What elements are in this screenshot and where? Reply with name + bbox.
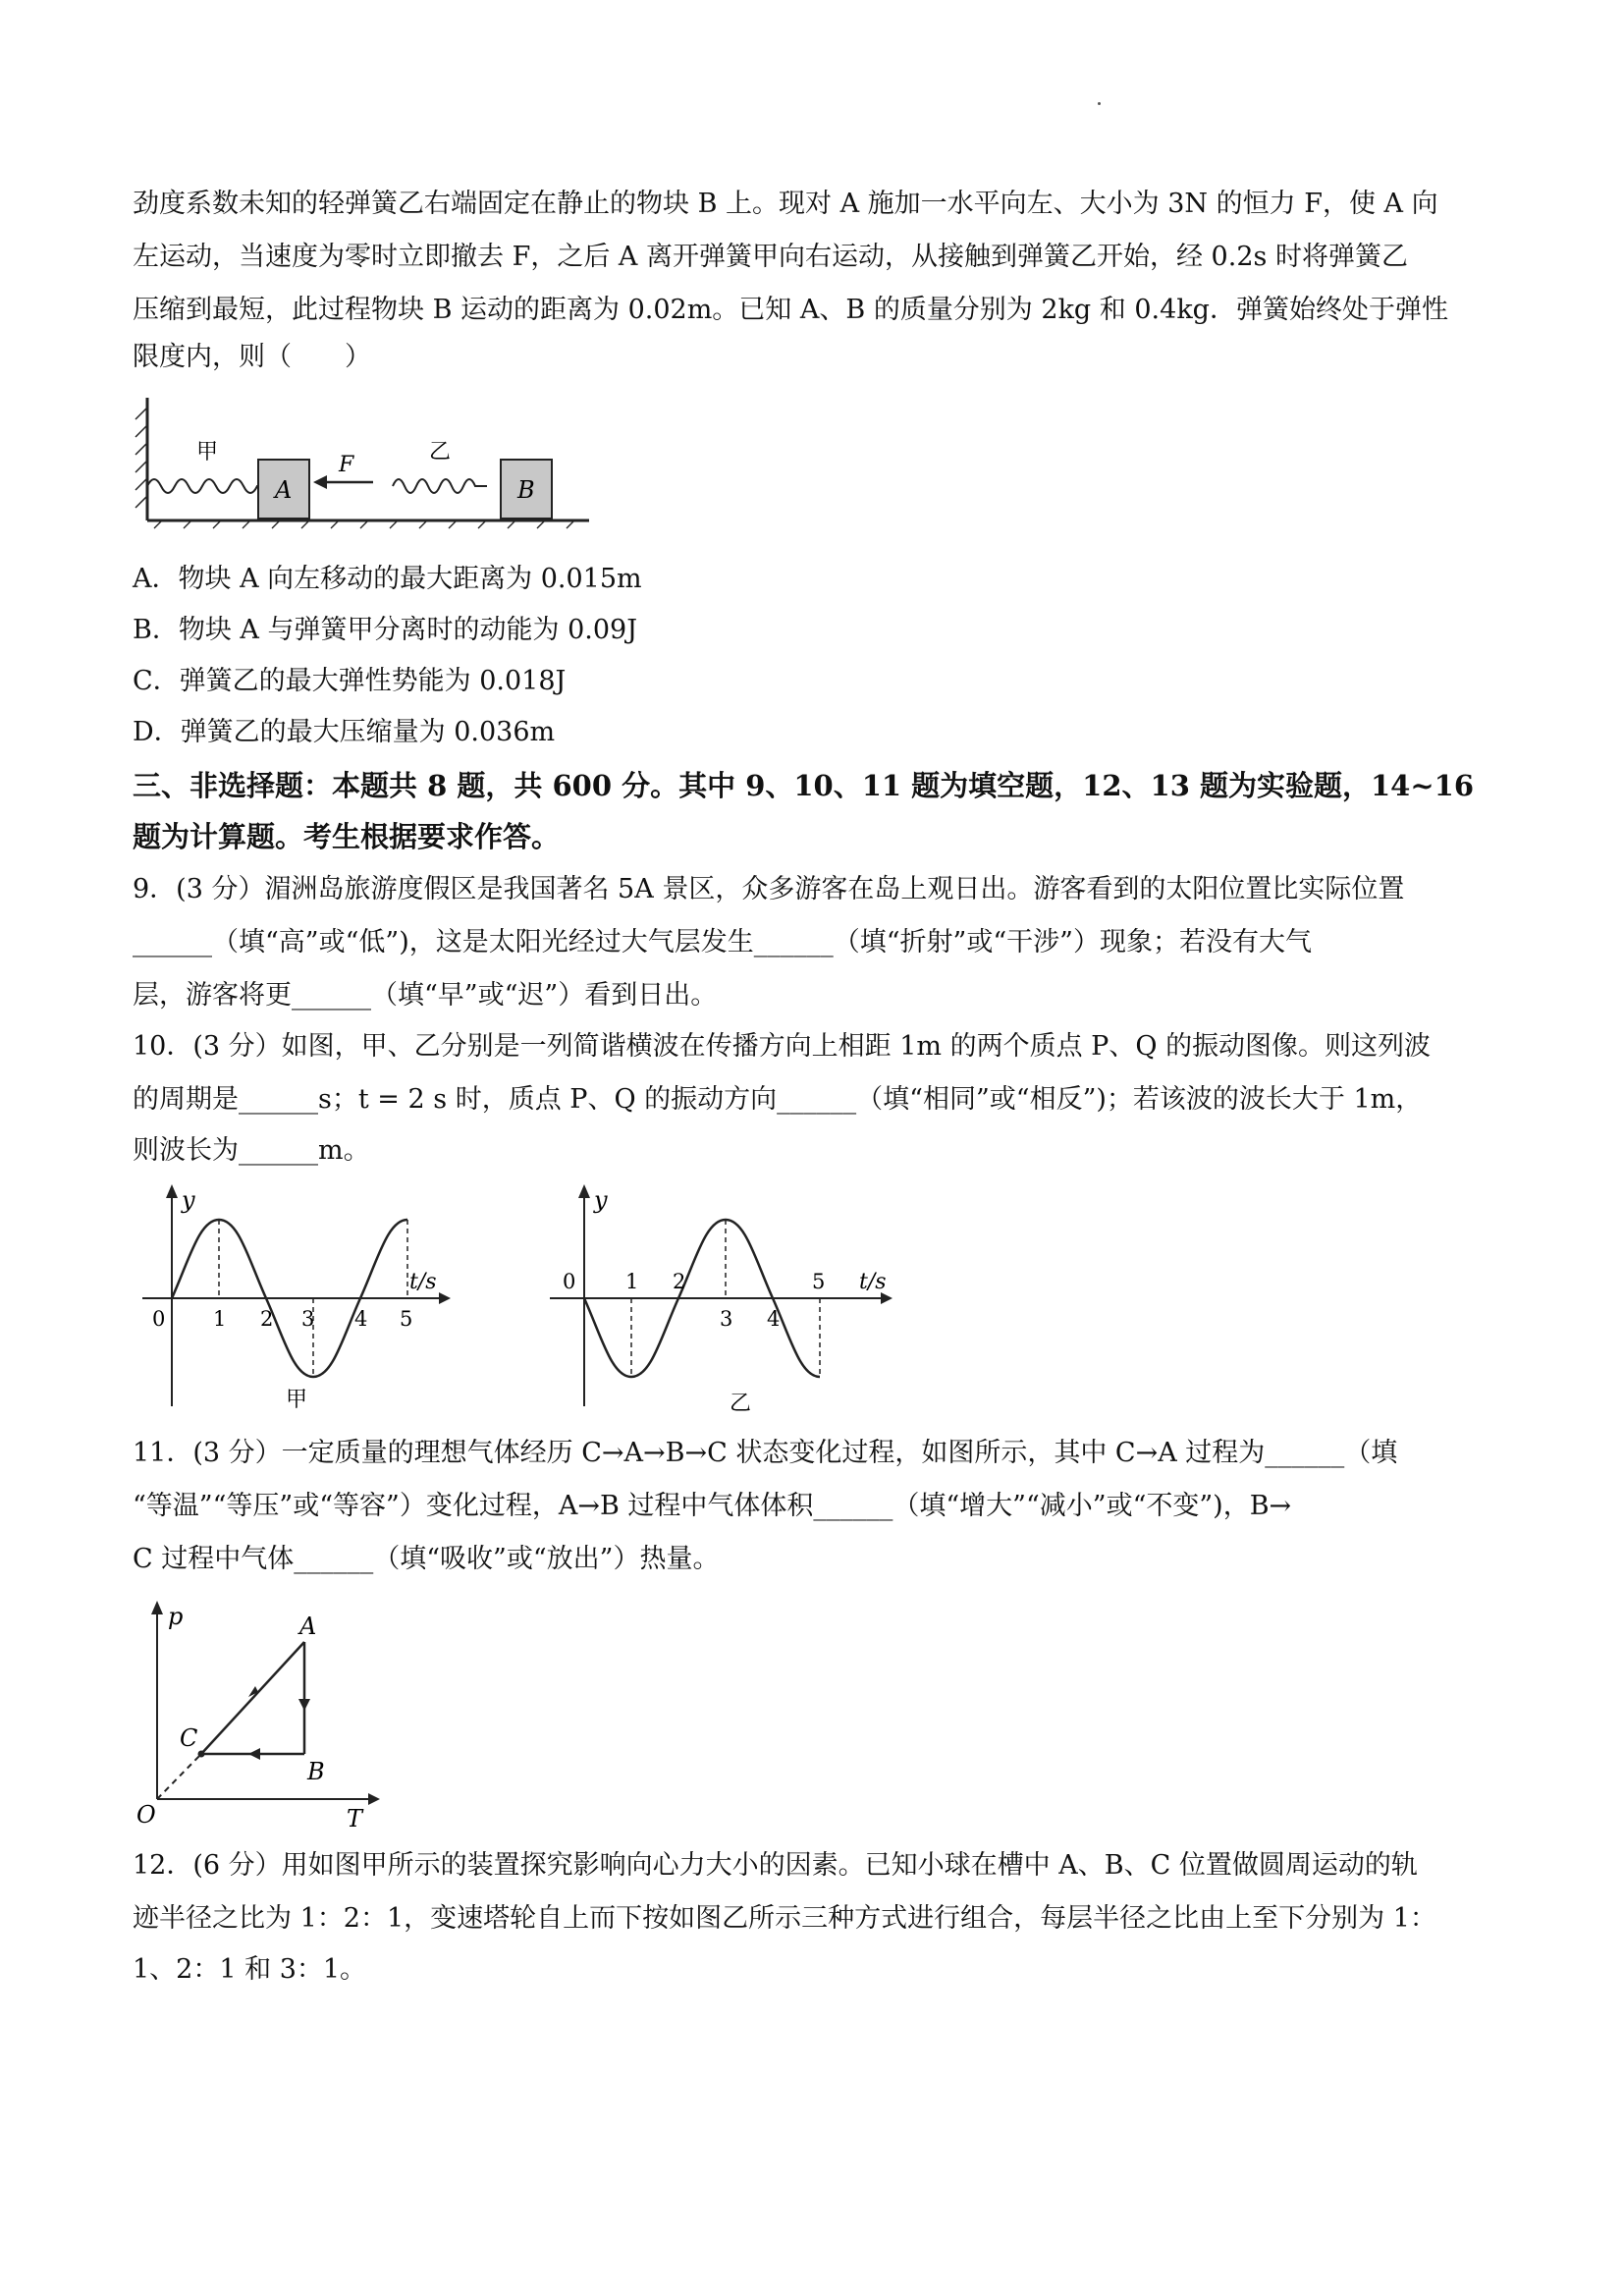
- pt-y-label: p: [168, 1603, 184, 1630]
- problem9-line-3: 层，游客将更______（填“早”或“迟”）看到日出。: [133, 980, 718, 1011]
- label-jia: 甲: [196, 440, 219, 465]
- yi-caption: 乙: [730, 1392, 752, 1414]
- vibration-graph-yi: [545, 1178, 898, 1414]
- problem10-line-3: 则波长为______m。: [133, 1135, 370, 1166]
- yi-x-label: t/s: [859, 1270, 887, 1294]
- force-label: F: [339, 453, 354, 477]
- spring-jia: [147, 479, 269, 493]
- yi-tick-0: 0: [563, 1270, 576, 1293]
- option-d: D．弹簧乙的最大压缩量为 0.036m: [133, 717, 556, 747]
- jia-tick-3: 3: [301, 1307, 315, 1331]
- problem10-line-2: 的周期是______s；t = 2 s 时，质点 P、Q 的振动方向______（填“相同”或“相反”)；若该波的波长大于 1m，: [133, 1084, 1423, 1115]
- problem12-line-1: 12．(6 分）用如图甲所示的装置探究影响向心力大小的因素。已知小球在槽中 A、B、C 位置做圆周运动的轨: [133, 1850, 1418, 1881]
- option-b: B．物块 A 与弹簧甲分离时的动能为 0.09J: [133, 615, 638, 645]
- pt-point-a: A: [299, 1613, 317, 1640]
- option-a: A．物块 A 向左移动的最大距离为 0.015m: [133, 564, 642, 594]
- problem8-line-1: 劲度系数未知的轻弹簧乙右端固定在静止的物块 B 上。现对 A 施加一水平向左、大小为 3N 的恒力 F，使 A 向: [133, 189, 1438, 219]
- jia-tick-0: 0: [152, 1307, 166, 1331]
- yi-y-label: y: [594, 1186, 608, 1214]
- spring-blocks-figure: [133, 398, 594, 530]
- problem8-line-2: 左运动，当速度为零时立即撤去 F，之后 A 离开弹簧甲向右运动，从接触到弹簧乙开始，经 0.2s 时将弹簧乙: [133, 242, 1408, 272]
- pt-origin-label: O: [136, 1801, 156, 1829]
- problem11-line-3: C 过程中气体______（填“吸收”或“放出”）热量。: [133, 1544, 720, 1574]
- problem12-line-2: 迹半径之比为 1：2：1，变速塔轮自上而下按如图乙所示三种方式进行组合，每层半径之比由上至下分别为 1：: [133, 1903, 1436, 1934]
- block-b-label: B: [517, 476, 535, 504]
- pt-point-b: B: [307, 1758, 325, 1785]
- jia-tick-1: 1: [213, 1307, 227, 1331]
- problem11-line-2: “等温”“等压”或“等容”）变化过程，A→B 过程中气体体积______（填“增大”“减小”或“不变”)，B→: [133, 1491, 1292, 1521]
- section3-heading-line-1: 三、非选择题：本题共 8 题，共 600 分。其中 9、10、11 题为填空题，12、13 题为实验题，14~16: [133, 769, 1475, 802]
- jia-tick-5: 5: [400, 1307, 413, 1331]
- yi-tick-4: 4: [767, 1307, 781, 1331]
- problem9-line-2: ______（填“高”或“低”)，这是太阳光经过大气层发生______（填“折射”或“干涉”）现象；若没有大气: [133, 927, 1312, 957]
- section3-heading-line-2: 题为计算题。考生根据要求作答。: [133, 820, 561, 853]
- pt-point-c: C: [180, 1724, 198, 1752]
- yi-tick-3: 3: [720, 1307, 733, 1331]
- jia-tick-4: 4: [354, 1307, 368, 1331]
- pt-graph: [133, 1591, 388, 1831]
- pt-x-label: T: [347, 1805, 363, 1831]
- scan-speck: [1098, 102, 1101, 105]
- problem10-line-1: 10．(3 分）如图，甲、乙分别是一列简谐横波在传播方向上相距 1m 的两个质点 P、Q 的振动图像。则这列波: [133, 1031, 1432, 1062]
- jia-caption: 甲: [286, 1388, 308, 1412]
- vibration-graph-jia: [133, 1178, 457, 1414]
- yi-tick-5: 5: [812, 1270, 826, 1293]
- label-yi: 乙: [429, 440, 452, 465]
- problem11-line-1: 11．(3 分）一定质量的理想气体经历 C→A→B→C 状态变化过程，如图所示，其中 C→A 过程为______（填: [133, 1438, 1398, 1468]
- problem12-line-3: 1、2：1 和 3：1。: [133, 1954, 367, 1985]
- yi-tick-2: 2: [673, 1270, 686, 1293]
- jia-y-label: y: [182, 1186, 195, 1214]
- jia-x-label: t/s: [409, 1270, 437, 1294]
- block-a-label: A: [275, 476, 293, 504]
- problem8-line-4: 限度内，则（ ）: [133, 342, 371, 372]
- yi-tick-1: 1: [625, 1270, 639, 1293]
- problem9-line-1: 9．(3 分）湄洲岛旅游度假区是我国著名 5A 景区，众多游客在岛上观日出。游客看到的太阳位置比实际位置: [133, 874, 1405, 904]
- option-c: C．弹簧乙的最大弹性势能为 0.018J: [133, 666, 567, 696]
- spring-yi: [393, 479, 487, 493]
- jia-tick-2: 2: [260, 1307, 274, 1331]
- problem8-line-3: 压缩到最短，此过程物块 B 运动的距离为 0.02m。已知 A、B 的质量分别为 2kg 和 0.4kg．弹簧始终处于弹性: [133, 295, 1448, 325]
